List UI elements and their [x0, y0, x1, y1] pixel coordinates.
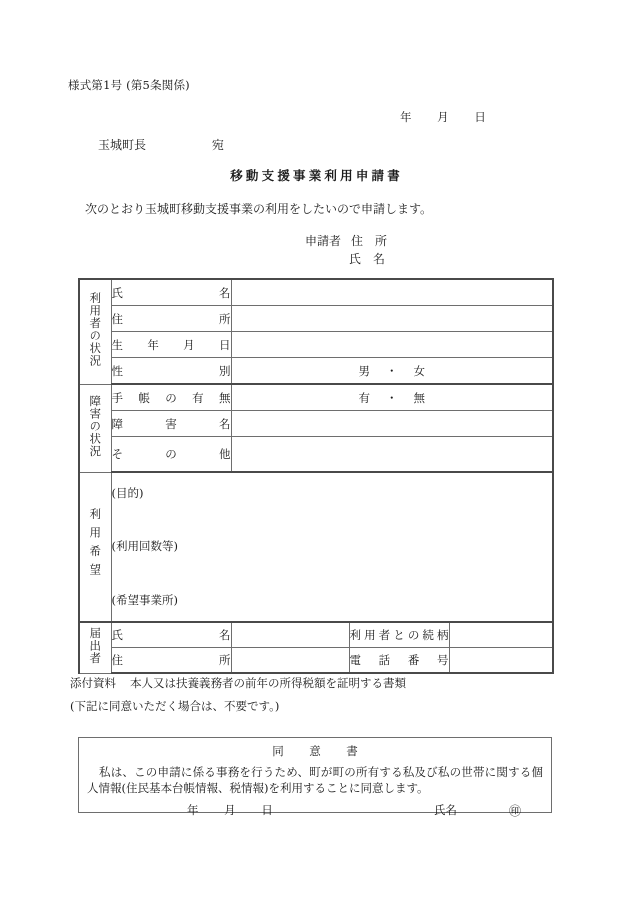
addressee-suffix: 宛 [211, 138, 224, 152]
addressee-line [98, 136, 224, 153]
section-label-wish: 利用希望 [79, 472, 111, 622]
applicant-address-row [305, 232, 387, 250]
wish-frequency-space[interactable] [112, 553, 553, 595]
consent-signature-line [79, 802, 551, 820]
field-user-address[interactable] [231, 306, 553, 332]
applicant-block [305, 232, 387, 268]
row-label-disability-other: そ の 他 [111, 437, 231, 473]
field-wish[interactable] [111, 472, 553, 622]
table-row [79, 279, 553, 306]
attachment-note: (下記に同意いただく場合は、不要です。) [70, 699, 280, 713]
row-label-relationship: 利用者との続柄 [349, 622, 449, 648]
row-label-handbook: 手 帳 の 有 無 [111, 384, 231, 411]
table-row [79, 648, 553, 674]
attachment-line [70, 675, 406, 691]
table-row [79, 437, 553, 473]
gender-option-male[interactable]: 男 [358, 363, 370, 378]
table-row [79, 332, 553, 358]
row-label-notifier-address: 住 所 [111, 648, 231, 674]
field-user-name[interactable] [231, 279, 553, 306]
applicant-name-row [305, 250, 387, 268]
field-disability-name[interactable] [231, 411, 553, 437]
header-date-day: 日 [474, 110, 486, 124]
table-row [79, 411, 553, 437]
field-notifier-address[interactable] [231, 648, 349, 674]
gender-option-female[interactable]: 女 [413, 363, 425, 378]
applicant-label: 申請者 [305, 234, 342, 248]
table-row [79, 384, 553, 411]
application-table [78, 278, 554, 674]
addressee-name: 玉城町長 [98, 138, 147, 152]
intro-sentence: 次のとおり玉城町移動支援事業の利用をしたいので申請します。 [85, 202, 433, 216]
field-phone[interactable] [449, 648, 553, 674]
consent-date [187, 802, 295, 818]
wish-sub-office: (希望事業所) [111, 592, 178, 607]
consent-date-day: 日 [261, 803, 273, 817]
consent-title: 同 意 書 [272, 744, 365, 758]
section-label-notifier: 届出者 [79, 622, 111, 673]
field-relationship[interactable] [449, 622, 553, 648]
wish-purpose-space[interactable] [112, 499, 553, 541]
row-label-user-gender: 性 別 [111, 358, 231, 385]
row-label-user-address: 住 所 [111, 306, 231, 332]
header-date-line [400, 109, 486, 125]
table-row [79, 472, 553, 622]
field-user-birthdate[interactable] [231, 332, 553, 358]
consent-date-month: 月 [224, 803, 236, 817]
section-label-disability: 障害の状況 [79, 384, 111, 472]
consent-name-label: 氏名 [434, 803, 457, 817]
consent-paragraph-text: 私は、この申請に係る事務を行うため、町が町の所有する私及び私の世帯に関する個人情報(住民基本台帳情報、税情報)を利用することに同意します。 [87, 765, 543, 795]
row-label-user-birthdate: 生 年 月 日 [111, 332, 231, 358]
page-title: 移動支援事業利用申請書 [230, 168, 403, 183]
table-row [79, 306, 553, 332]
row-label-user-name: 氏 名 [111, 279, 231, 306]
handbook-option-no[interactable]: 無 [413, 390, 425, 405]
wish-sub-frequency: (利用回数等) [111, 539, 178, 554]
row-label-notifier-name: 氏 名 [111, 622, 231, 648]
consent-date-year: 年 [187, 803, 199, 817]
field-handbook[interactable] [231, 384, 553, 411]
table-row [79, 358, 553, 385]
field-notifier-name[interactable] [231, 622, 349, 648]
attachment-label: 添付資料 [70, 676, 116, 690]
gender-separator: ・ [386, 363, 398, 378]
header-date-month: 月 [437, 110, 449, 124]
row-label-phone: 電 話 番 号 [349, 648, 449, 674]
handbook-separator: ・ [386, 390, 398, 405]
seal-icon: ㊞ [509, 804, 522, 818]
field-user-gender[interactable] [231, 358, 553, 385]
row-label-disability-name: 障 害 名 [111, 411, 231, 437]
form-code-label: 様式第1号 (第5条関係) [68, 78, 190, 92]
attachment-text: 本人又は扶養義務者の前年の所得税額を証明する書類 [130, 676, 406, 690]
header-date-year: 年 [400, 110, 412, 124]
wish-sub-purpose: (目的) [111, 485, 144, 500]
consent-box [78, 737, 552, 818]
table-row [79, 622, 553, 648]
applicant-address-label: 住 所 [351, 234, 388, 248]
consent-paragraph [87, 764, 543, 796]
handbook-option-yes[interactable]: 有 [358, 390, 370, 405]
applicant-name-label: 氏 名 [349, 252, 386, 266]
field-disability-other[interactable] [231, 437, 553, 473]
section-label-user: 利用者の状況 [79, 279, 111, 384]
